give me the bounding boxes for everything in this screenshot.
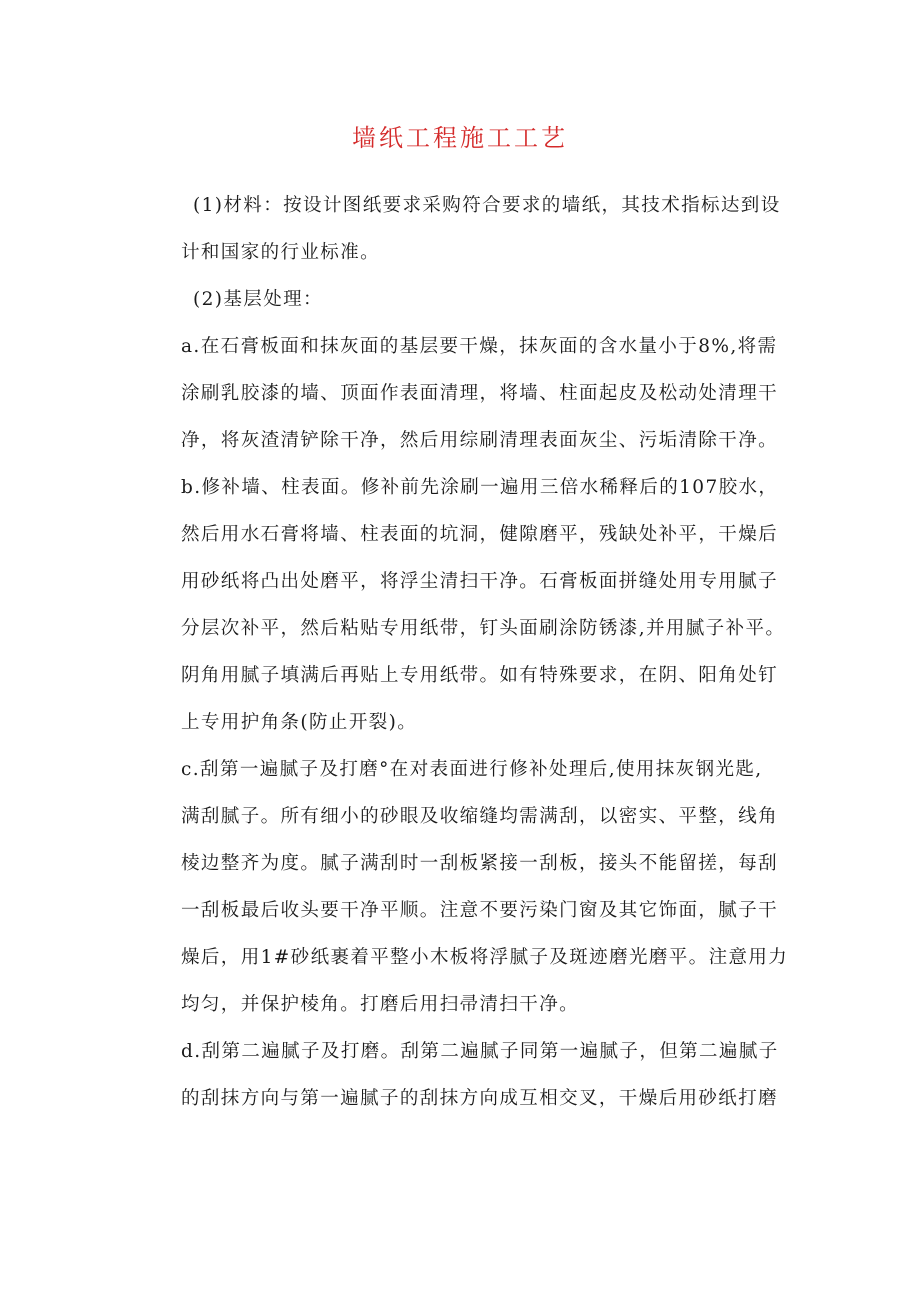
paragraph-line: (2)基层处理： <box>193 289 323 310</box>
paragraph-line: 阴角用腻子填满后再贴上专用纸带。如有特殊要求，在阴、阳角处钉 <box>181 665 779 686</box>
paragraph-line: 的刮抹方向与第一遍腻子的刮抹方向成互相交叉，干燥后用砂纸打磨 <box>181 1088 779 1109</box>
document-body <box>181 182 795 1122</box>
paragraph-line: 均匀，并保护棱角。打磨后用扫帚清扫干净。 <box>181 994 580 1015</box>
paragraph-line: (1)材料：按设计图纸要求采购符合要求的墙纸，其技术指标达到设 <box>193 195 781 216</box>
paragraph-line: 净，将灰渣清铲除干净，然后用综刷清理表面灰尘、污垢清除干净。 <box>181 430 779 451</box>
paragraph-line: 上专用护角条(防止开裂)。 <box>181 712 418 733</box>
paragraph-line: 用砂纸将凸出处磨平，将浮尘清扫干净。石膏板面拼缝处用专用腻子 <box>181 571 779 592</box>
paragraph-line: c.刮第一遍腻子及打磨°在对表面进行修补处理后,使用抹灰钢光匙, <box>181 759 763 780</box>
document-title: 墙纸工程施工工艺 <box>352 124 568 152</box>
paragraph-line: b.修补墙、柱表面。修补前先涂刷一遍用三倍水稀释后的107胶水， <box>181 477 779 498</box>
paragraph-line: 棱边整齐为度。腻子满刮时一刮板紧接一刮板，接头不能留搓，每刮 <box>181 853 779 874</box>
paragraph-line: 然后用水石膏将墙、柱表面的坑洞，健隙磨平，残缺处补平，干燥后 <box>181 524 779 545</box>
paragraph-line: 分层次补平，然后粘贴专用纸带，钉头面刷涂防锈漆,并用腻子补平。 <box>181 618 786 639</box>
paragraph-line: a.在石膏板面和抹灰面的基层要干燥，抹灰面的含水量小于8%,将需 <box>181 336 778 357</box>
paragraph-line: 涂刷乳胶漆的墙、顶面作表面清理，将墙、柱面起皮及松动处清理干 <box>181 383 779 404</box>
paragraph-line: d.刮第二遍腻子及打磨。刮第二遍腻子同第一遍腻子，但第二遍腻子 <box>181 1041 779 1062</box>
paragraph-line: 计和国家的行业标准。 <box>181 242 381 263</box>
paragraph-line: 燥后，用1#砂纸裹着平整小木板将浮腻子及斑迹磨光磨平。注意用力 <box>181 947 789 968</box>
paragraph-line: 满刮腻子。所有细小的砂眼及收缩缝均需满刮，以密实、平整，线角 <box>181 806 779 827</box>
paragraph-line: 一刮板最后收头要干净平顺。注意不要污染门窗及其它饰面，腻子干 <box>181 900 779 921</box>
